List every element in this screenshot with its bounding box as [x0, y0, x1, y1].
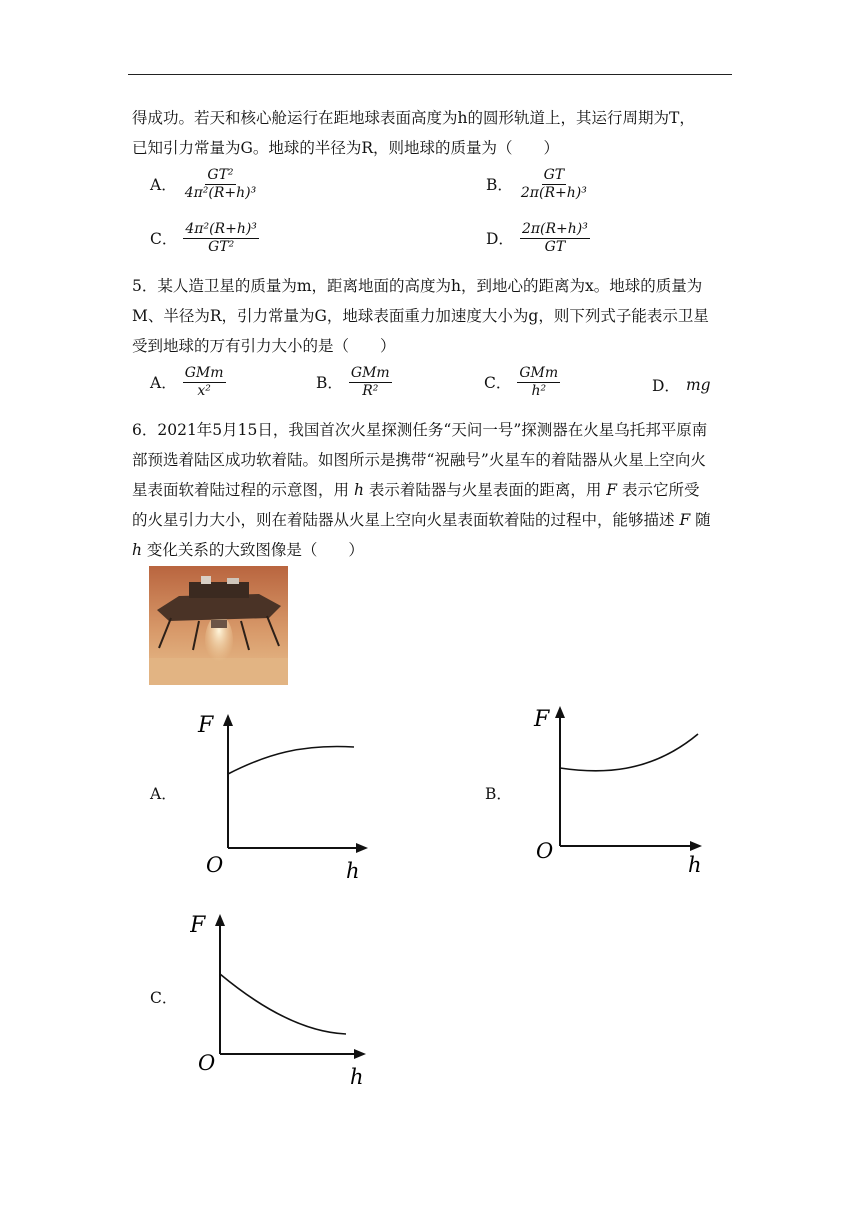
q4-option-d[interactable]: D． $\frac{\text{2π(R+h)³}}{GT}$	[486, 221, 588, 255]
q6-option-c-label[interactable]: C．	[150, 989, 178, 1007]
x-axis-arrow	[354, 1049, 366, 1059]
q6-graph-b	[530, 700, 715, 880]
origin-label: O	[206, 853, 224, 877]
origin-label: O	[198, 1051, 216, 1075]
q4-option-a[interactable]: A． $\frac{\text{GT²}}{\text{4π²(R+h)³}}$	[150, 167, 257, 201]
y-axis-arrow	[223, 714, 233, 726]
var-F-2: F	[679, 511, 691, 529]
q6-text-line2: 部预选着陆区成功软着陆。如图所示是携带“祝融号”火星车的着陆器从火星上空向火	[132, 451, 706, 469]
q5-option-c[interactable]: C． $\frac{\text{GMm}}{\text{h²}}$	[484, 365, 559, 399]
q6-text-line5: h 变化关系的大致图像是（ ）	[132, 541, 364, 559]
origin-label: O	[536, 839, 554, 863]
q4-option-b[interactable]: B． $\frac{GT}{\text{2π(R+h)³}}$	[486, 167, 587, 201]
x-axis-label: h	[350, 1065, 364, 1088]
x-axis-arrow	[356, 843, 368, 853]
q5-option-a-fraction: $\frac{\text{GMm}}{\text{x²}}$	[184, 365, 224, 399]
var-F: F	[606, 481, 618, 499]
q6-option-b-label[interactable]: B．	[485, 785, 512, 803]
q4-option-c-fraction: $\frac{\text{4π²(R+h)³}}{\text{GT²}}$	[185, 221, 257, 255]
q5-text-line1: 5．某人造卫星的质量为m，距离地面的高度为h，到地心的距离为x。地球的质量为	[132, 277, 703, 295]
var-h-2: h	[132, 541, 142, 559]
q4-option-b-fraction: $\frac{GT}{\text{2π(R+h)³}}$	[520, 167, 587, 201]
q5-option-b-fraction: $\frac{\text{GMm}}{\text{R²}}$	[350, 365, 390, 399]
q4-text-line2: 已知引力常量为G。地球的半径为R，则地球的质量为（ ）	[132, 139, 560, 157]
curve-b	[560, 734, 698, 771]
y-axis-label: F	[190, 913, 206, 938]
x-axis-label: h	[346, 859, 360, 883]
q6-graph-c	[190, 908, 380, 1088]
q6-text-line1: 6．2021年5月15日，我国首次火星探测任务“天问一号”探测器在火星乌托邦平原南	[132, 421, 708, 439]
q5-text-line3: 受到地球的万有引力大小的是（ ）	[132, 337, 396, 355]
q6-option-a-label[interactable]: A．	[150, 785, 177, 803]
curve-a	[228, 746, 354, 774]
curve-c	[220, 974, 346, 1034]
q5-text-line2: M、半径为R，引力常量为G，地球表面重力加速度大小为g，则下列式子能表示卫星	[132, 307, 709, 325]
q6-text-line3: 星表面软着陆过程的示意图，用 h 表示着陆器与火星表面的距离，用 F 表示它所受	[132, 481, 700, 499]
q5-option-b[interactable]: B． $\frac{\text{GMm}}{\text{R²}}$	[316, 365, 390, 399]
q4-option-d-fraction: $\frac{\text{2π(R+h)³}}{GT}$	[521, 221, 588, 255]
q5-option-c-fraction: $\frac{\text{GMm}}{\text{h²}}$	[519, 365, 559, 399]
y-axis-label: F	[534, 707, 550, 732]
var-h: h	[353, 481, 364, 499]
q6-graph-a	[192, 708, 372, 886]
header-rule	[128, 74, 732, 75]
q5-option-d[interactable]: D． mg	[652, 376, 711, 395]
q4-option-c[interactable]: C． $\frac{\text{4π²(R+h)³}}{\text{GT²}}$	[150, 221, 257, 255]
x-axis-label: h	[688, 853, 702, 877]
y-axis-label: F	[198, 713, 214, 738]
x-axis-arrow	[690, 841, 702, 851]
q6-text-line4: 的火星引力大小，则在着陆器从火星上空向火星表面软着陆的过程中，能够描述 F 随	[132, 511, 711, 529]
q5-option-a[interactable]: A． $\frac{\text{GMm}}{\text{x²}}$	[150, 365, 224, 399]
mars-lander-photo	[149, 566, 288, 685]
q4-text-line1: 得成功。若天和核心舱运行在距地球表面高度为h的圆形轨道上，其运行周期为T，	[132, 109, 695, 127]
y-axis-arrow	[555, 706, 565, 718]
y-axis-arrow	[215, 914, 225, 926]
q4-option-a-fraction: $\frac{\text{GT²}}{\text{4π²(R+h)³}}$	[184, 167, 257, 201]
